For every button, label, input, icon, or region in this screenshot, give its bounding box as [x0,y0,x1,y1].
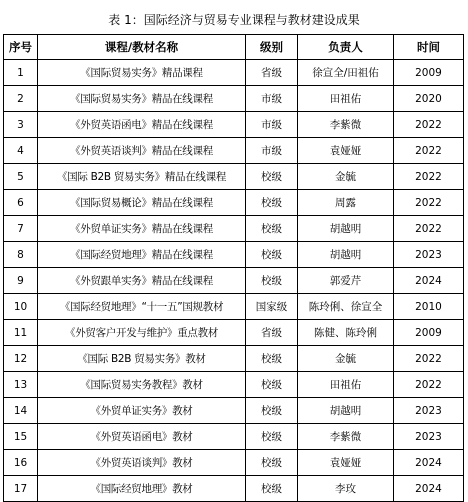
table-row [4,190,464,216]
course-name-cell: 《国际贸易实务》精品在线课程 [38,86,246,112]
course-name-cell: 《国际贸易概论》精品在线课程 [38,190,246,216]
table-row [4,450,464,476]
row-number-cell: 7 [4,216,38,242]
level-cell: 国家级 [246,294,298,320]
year-cell: 2024 [394,450,464,476]
row-number-cell: 3 [4,112,38,138]
row-number-cell: 11 [4,320,38,346]
column-header-time: 时间 [394,35,464,60]
year-cell: 2010 [394,294,464,320]
course-name-cell: 《外贸单证实务》教材 [38,398,246,424]
owner-cell: 袁娅娅 [298,138,394,164]
table-row [4,112,464,138]
column-header-name: 课程/教材名称 [38,35,246,60]
owner-cell: 金毓 [298,164,394,190]
course-name-cell: 《国际贸易实务》精品课程 [38,60,246,86]
year-cell: 2020 [394,86,464,112]
course-name-cell: 《国际 B2B 贸易实务》精品在线课程 [38,164,246,190]
row-number-cell: 14 [4,398,38,424]
level-cell: 校级 [246,190,298,216]
table-row [4,320,464,346]
level-cell: 省级 [246,320,298,346]
table-row [4,424,464,450]
row-number-cell: 12 [4,346,38,372]
level-cell: 校级 [246,398,298,424]
course-name-cell: 《外贸客户开发与维护》重点教材 [38,320,246,346]
table-row [4,138,464,164]
year-cell: 2022 [394,372,464,398]
table-row [4,164,464,190]
table-caption: 表 1：国际经济与贸易专业课程与教材建设成果 [108,13,360,27]
year-cell: 2024 [394,476,464,502]
level-cell: 校级 [246,424,298,450]
course-name-cell: 《国际经贸地理》精品在线课程 [38,242,246,268]
achievements-table [3,34,464,502]
owner-cell: 田祖佑 [298,86,394,112]
level-cell: 市级 [246,112,298,138]
level-cell: 市级 [246,138,298,164]
level-cell: 校级 [246,164,298,190]
row-number-cell: 1 [4,60,38,86]
level-cell: 校级 [246,346,298,372]
year-cell: 2022 [394,216,464,242]
year-cell: 2022 [394,112,464,138]
row-number-cell: 8 [4,242,38,268]
year-cell: 2022 [394,346,464,372]
level-cell: 校级 [246,372,298,398]
year-cell: 2024 [394,268,464,294]
table-row [4,372,464,398]
owner-cell: 陈玲俐、徐宣全 [298,294,394,320]
owner-cell: 周露 [298,190,394,216]
course-name-cell: 《外贸英语谈判》教材 [38,450,246,476]
table-row [4,60,464,86]
column-header-no: 序号 [4,35,38,60]
owner-cell: 徐宣全/田祖佑 [298,60,394,86]
course-name-cell: 《外贸英语谈判》精品在线课程 [38,138,246,164]
row-number-cell: 13 [4,372,38,398]
row-number-cell: 2 [4,86,38,112]
row-number-cell: 4 [4,138,38,164]
table-body [4,60,464,502]
course-name-cell: 《国际经贸地理》教材 [38,476,246,502]
level-cell: 校级 [246,242,298,268]
table-row [4,86,464,112]
row-number-cell: 5 [4,164,38,190]
course-name-cell: 《外贸英语函电》教材 [38,424,246,450]
level-cell: 省级 [246,60,298,86]
row-number-cell: 17 [4,476,38,502]
row-number-cell: 6 [4,190,38,216]
table-row [4,268,464,294]
table-row [4,216,464,242]
column-header-level: 级别 [246,35,298,60]
table-row [4,294,464,320]
course-name-cell: 《外贸单证实务》精品在线课程 [38,216,246,242]
year-cell: 2009 [394,320,464,346]
row-number-cell: 16 [4,450,38,476]
course-name-cell: 《国际贸易实务教程》教材 [38,372,246,398]
owner-cell: 袁娅娅 [298,450,394,476]
owner-cell: 田祖佑 [298,372,394,398]
row-number-cell: 10 [4,294,38,320]
table-row [4,346,464,372]
year-cell: 2023 [394,424,464,450]
course-name-cell: 《国际 B2B 贸易实务》教材 [38,346,246,372]
level-cell: 校级 [246,268,298,294]
level-cell: 市级 [246,86,298,112]
year-cell: 2023 [394,398,464,424]
year-cell: 2022 [394,190,464,216]
row-number-cell: 9 [4,268,38,294]
row-number-cell: 15 [4,424,38,450]
course-name-cell: 《国际经贸地理》“十一五”国规教材 [38,294,246,320]
table-header-row [4,35,464,60]
level-cell: 校级 [246,476,298,502]
owner-cell: 陈健、陈玲俐 [298,320,394,346]
year-cell: 2022 [394,138,464,164]
year-cell: 2022 [394,164,464,190]
course-name-cell: 《外贸跟单实务》精品在线课程 [38,268,246,294]
level-cell: 校级 [246,216,298,242]
table-row [4,242,464,268]
owner-cell: 李紫微 [298,424,394,450]
owner-cell: 郭爱芹 [298,268,394,294]
year-cell: 2023 [394,242,464,268]
table-row [4,476,464,502]
course-name-cell: 《外贸英语函电》精品在线课程 [38,112,246,138]
owner-cell: 胡越明 [298,242,394,268]
year-cell: 2009 [394,60,464,86]
owner-cell: 李玫 [298,476,394,502]
owner-cell: 金毓 [298,346,394,372]
owner-cell: 胡越明 [298,398,394,424]
level-cell: 校级 [246,450,298,476]
owner-cell: 胡越明 [298,216,394,242]
owner-cell: 李紫微 [298,112,394,138]
table-row [4,398,464,424]
column-header-owner: 负责人 [298,35,394,60]
